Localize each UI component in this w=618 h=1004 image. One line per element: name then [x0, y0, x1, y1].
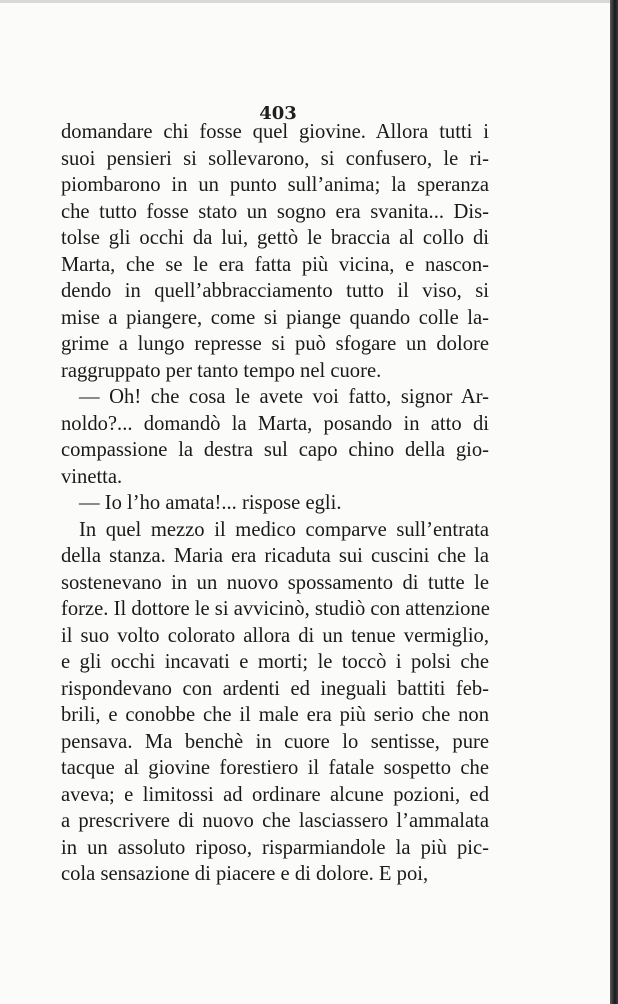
text-line: e gli occhi incavati e morti; le toccò i polsi che	[61, 651, 489, 673]
text-line: — Io l’ho amata!... rispose egli.	[79, 492, 342, 514]
text-line: rispondevano con ardenti ed ineguali battiti feb-	[61, 677, 489, 700]
paragraph	[61, 517, 489, 888]
text-line: Marta, che se le era fatta più vicina, e nascon-	[61, 253, 489, 276]
text-line: noldo?... domandò la Marta, posando in atto di	[61, 412, 489, 435]
text-line: In quel mezzo il medico comparve sull’entrata	[79, 518, 489, 541]
text-line: grime a lungo represse si può sfogare un dolore	[61, 333, 489, 355]
paragraph	[61, 119, 489, 384]
text-line: in un assoluto riposo, risparmiandole la più pic-	[61, 836, 489, 859]
text-line: forze. Il dottore le si avvicinò, studiò con attenzione	[61, 598, 490, 620]
text-line: domandare chi fosse quel giovine. Allora tutti i	[61, 121, 489, 143]
text-line: vinetta.	[61, 465, 123, 488]
text-line: dendo in quell’abbracciamento tutto il viso, si	[61, 280, 489, 302]
text-line: brili, e conobbe che il male era più serio che non	[61, 704, 489, 726]
text-line: mise a piangere, come si piange quando colle la-	[61, 306, 489, 329]
text-line: della stanza. Maria era ricaduta sui cuscini che la	[61, 545, 489, 567]
text-line: che tutto fosse stato un sogno era svanita... Dis-	[61, 200, 489, 223]
text-line: tacque al giovine forestiero il fatale sospetto che	[61, 757, 489, 779]
page-edge-shadow	[610, 0, 618, 1004]
text-line: aveva; e limitossi ad ordinare alcune pozioni, ed	[61, 783, 489, 806]
text-line: compassione la destra sul capo chino della gio-	[61, 439, 489, 461]
page-number: 403	[259, 103, 297, 124]
text-line: il suo volto colorato allora di un tenue vermiglio,	[61, 624, 489, 647]
text-line: sostenevano in un nuovo spossamento di tutte le	[61, 571, 489, 594]
text-line: pensava. Ma benchè in cuore lo sentisse, pure	[61, 730, 489, 753]
text-line: piombarono in un punto sull’anima; la speranza	[61, 174, 489, 196]
text-line: suoi pensieri si sollevarono, si confusero, le ri-	[61, 147, 489, 170]
body-text	[61, 119, 489, 888]
paragraph	[61, 490, 489, 517]
text-line: raggruppato per tanto tempo nel cuore.	[61, 359, 382, 382]
text-line: — Oh! che cosa le avete voi fatto, signor Ar-	[79, 386, 489, 408]
text-line: tolse gli occhi da lui, gettò le braccia al collo di	[61, 227, 489, 249]
paragraph	[61, 384, 489, 490]
text-line: a prescrivere di nuovo che lasciassero l’ammalata	[61, 810, 489, 832]
text-line: cola sensazione di piacere e di dolore. E poi,	[61, 863, 429, 885]
